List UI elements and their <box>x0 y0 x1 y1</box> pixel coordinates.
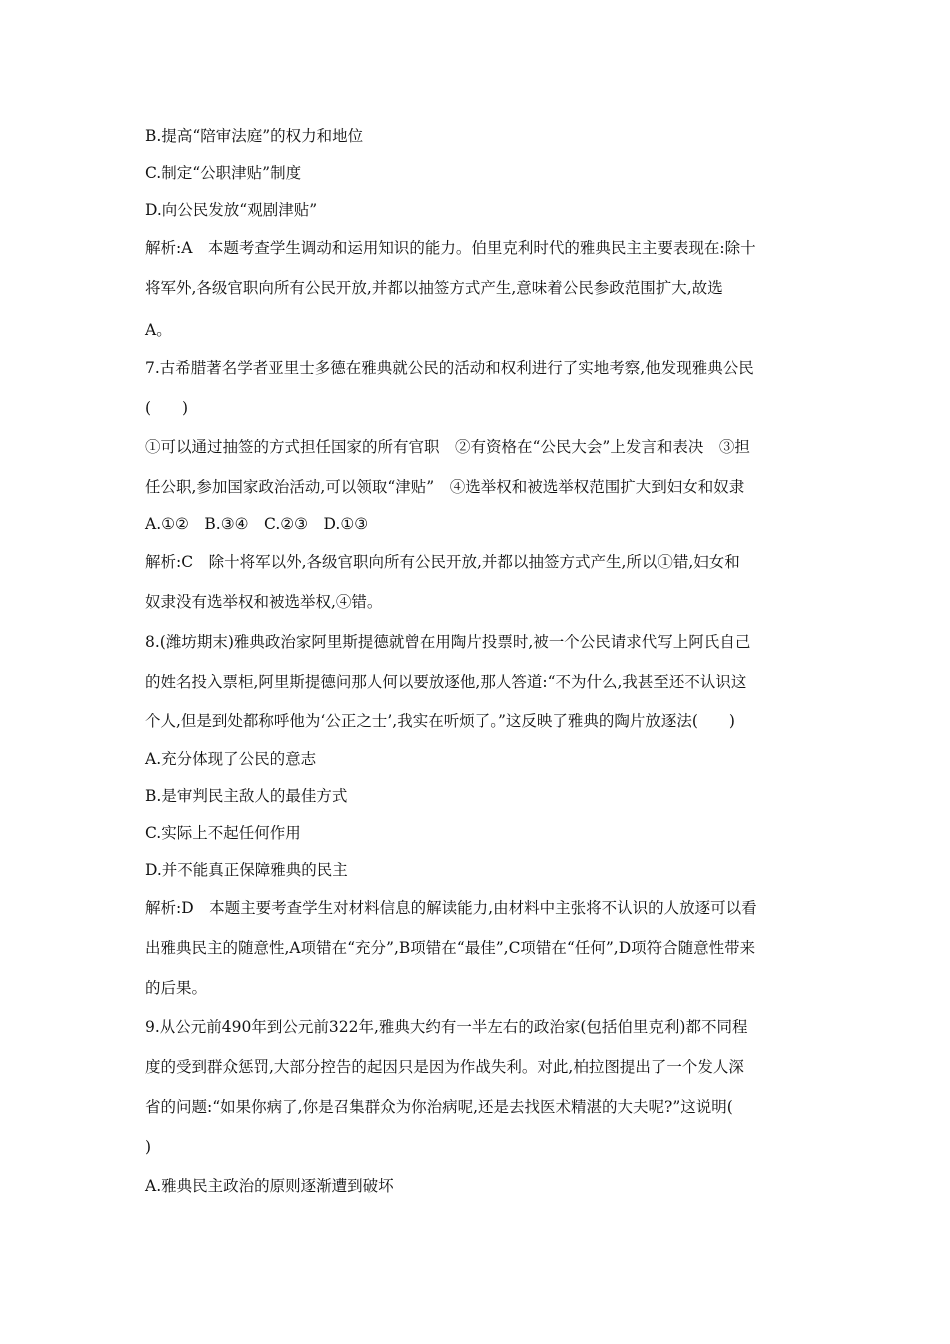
option-c-q8: C.实际上不起任何作用 <box>145 824 301 842</box>
analysis-q6-line-1: 解析:A 本题考查学生调动和运用知识的能力。伯里克利时代的雅典民主主要表现在:除十 <box>145 239 756 257</box>
analysis-q8-line-1: 解析:D 本题主要考查学生对材料信息的解读能力,由材料中主张将不认识的人放逐可以看 <box>145 899 757 917</box>
question-9-blank: ) <box>145 1138 152 1156</box>
question-9-line-3: 省的问题:“如果你病了,你是召集群众为你治病呢,还是去找医术精湛的大夫呢?”这说明( <box>145 1098 733 1116</box>
analysis-q6-line-3: A。 <box>145 321 172 339</box>
question-9-line-2: 度的受到群众惩罚,大部分控告的起因只是因为作战失利。对此,柏拉图提出了一个发人深 <box>145 1058 744 1076</box>
question-7-line-1: 7.古希腊著名学者亚里士多德在雅典就公民的活动和权利进行了实地考察,他发现雅典公民 <box>145 359 754 377</box>
analysis-q8-line-2: 出雅典民主的随意性,A项错在“充分”,B项错在“最佳”,C项错在“任何”,D项符合随意性带来 <box>145 939 756 957</box>
question-8-line-3: 个人,但是到处都称呼他为‘公正之士’,我实在听烦了。”这反映了雅典的陶片放逐法( ) <box>145 712 735 730</box>
option-d-q8: D.并不能真正保障雅典的民主 <box>145 861 348 879</box>
question-7-statements-line-2: 任公职,参加国家政治活动,可以领取“津贴” ④选举权和被选举权范围扩大到妇女和奴隶 <box>145 478 745 496</box>
option-a-q9: A.雅典民主政治的原则逐渐遭到破坏 <box>145 1177 394 1195</box>
question-9-line-1: 9.从公元前490年到公元前322年,雅典大约有一半左右的政治家(包括伯里克利)都不同程 <box>145 1018 748 1036</box>
analysis-q7-line-1: 解析:C 除十将军以外,各级官职向所有公民开放,并都以抽签方式产生,所以①错,妇女和 <box>145 553 740 571</box>
option-b-q8: B.是审判民主敌人的最佳方式 <box>145 787 348 805</box>
question-7-options: A.①② B.③④ C.②③ D.①③ <box>145 515 369 533</box>
option-a-q8: A.充分体现了公民的意志 <box>145 750 317 768</box>
option-d-q6: D.向公民发放“观剧津贴” <box>145 201 318 219</box>
question-8-line-2: 的姓名投入票柜,阿里斯提德问那人何以要放逐他,那人答道:“不为什么,我甚至还不认识这 <box>145 673 747 691</box>
analysis-q7-line-2: 奴隶没有选举权和被选举权,④错。 <box>145 593 383 611</box>
question-8-line-1: 8.(潍坊期末)雅典政治家阿里斯提德就曾在用陶片投票时,被一个公民请求代写上阿氏自己 <box>145 633 751 651</box>
question-7-blank: ( ) <box>145 399 189 417</box>
analysis-q8-line-3: 的后果。 <box>145 979 208 997</box>
option-b-q6: B.提高“陪审法庭”的权力和地位 <box>145 127 364 145</box>
question-7-statements-line-1: ①可以通过抽签的方式担任国家的所有官职 ②有资格在“公民大会”上发言和表决 ③担 <box>145 438 750 456</box>
option-c-q6: C.制定“公职津贴”制度 <box>145 164 302 182</box>
analysis-q6-line-2: 将军外,各级官职向所有公民开放,并都以抽签方式产生,意味着公民参政范围扩大,故选 <box>145 279 723 297</box>
